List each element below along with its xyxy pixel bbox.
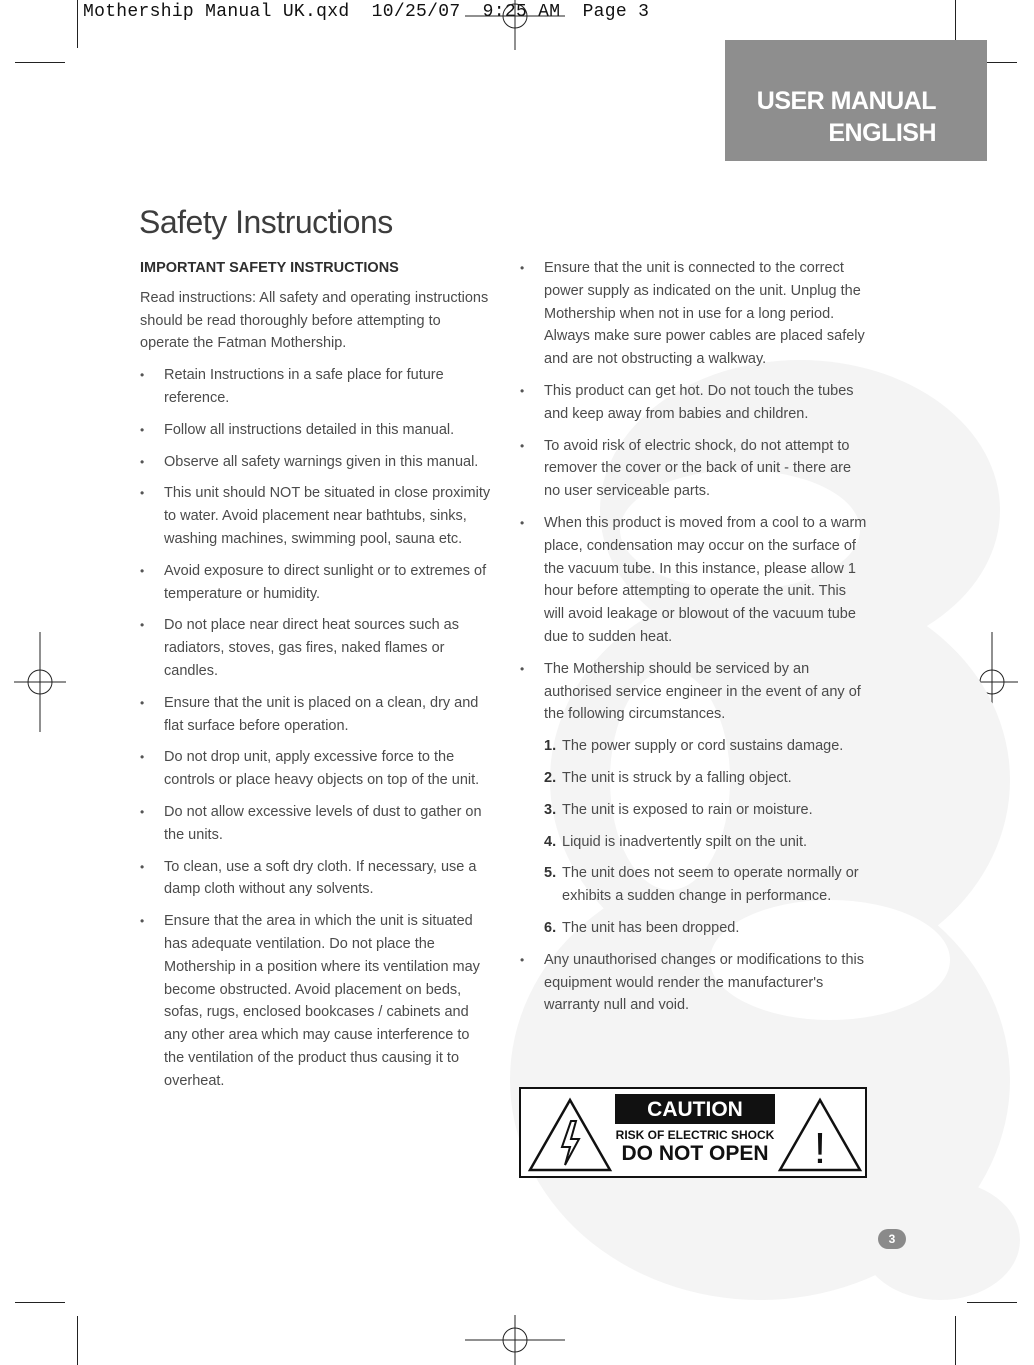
- bullet-item: • To clean, use a soft dry cloth. If necessary, use a damp cloth without any solvents.: [140, 856, 492, 902]
- exclamation-warning-icon: [777, 1097, 863, 1173]
- crop-mark: [15, 1302, 65, 1303]
- item-number: 2.: [544, 769, 557, 786]
- item-text: Liquid is inadvertently spilt on the unit.: [562, 833, 808, 850]
- numbered-item: [520, 767, 870, 790]
- item-text: The unit does not seem to operate normally or exhibits a sudden change in performance.: [562, 865, 859, 905]
- registration-mark-left: [14, 632, 66, 732]
- registration-mark-bottom: [465, 1315, 565, 1365]
- banner-line-2: ENGLISH: [828, 119, 936, 147]
- caution-action: DO NOT OPEN: [621, 1142, 769, 1165]
- bullet-item: • Do not allow excessive levels of dust to gather on the units.: [140, 801, 492, 847]
- item-number: 5.: [544, 865, 557, 882]
- bullet-item: • Ensure that the unit is connected to the correct power supply as indicated on the unit. Unplug the Mothership when not in use for a long period. Always make sure power cables are placed safely and are not obstructing a walkway.: [520, 257, 870, 371]
- language-banner: [725, 40, 987, 161]
- bullet-item: • When this product is moved from a cool to a warm place, condensation may occur on the surface of the vacuum tube. In this instance, please allow 1 hour before attempting to operate the unit. This will avoid leakage or blowout of the vacuum tube due to sudden heat.: [520, 512, 870, 649]
- banner-line-1: USER MANUAL: [756, 87, 936, 115]
- numbered-item: [520, 917, 870, 940]
- page-number-badge: 3: [878, 1229, 906, 1249]
- bullet-item: • Observe all safety warnings given in this manual.: [140, 451, 492, 474]
- lightning-warning-icon: [527, 1097, 613, 1173]
- crop-mark: [77, 0, 78, 48]
- caution-label: [519, 1087, 867, 1178]
- bullet-item: • Do not drop unit, apply excessive force to the controls or place heavy objects on top of the unit.: [140, 746, 492, 792]
- numbered-item: [520, 862, 870, 908]
- bullet-item: • Retain Instructions in a safe place for future reference.: [140, 364, 492, 410]
- exclamation-glyph: !: [813, 1124, 827, 1173]
- bullet-item: • Follow all instructions detailed in this manual.: [140, 419, 492, 442]
- crop-mark: [15, 62, 65, 63]
- bullet-item: • This unit should NOT be situated in close proximity to water. Avoid placement near bathtubs, sinks, washing machines, swimming pool, sauna etc.: [140, 482, 492, 550]
- item-text: The unit is exposed to rain or moisture.: [562, 801, 813, 818]
- item-number: 1.: [544, 738, 557, 755]
- item-text: The unit is struck by a falling object.: [562, 769, 792, 786]
- caution-subtext: RISK OF ELECTRIC SHOCK: [615, 1128, 775, 1142]
- intro-paragraph: Read instructions: All safety and operating instructions should be read thoroughly before attempting to operate the Fatman Mothership.: [140, 289, 489, 352]
- caution-text-block: [615, 1094, 775, 1172]
- numbered-item: [520, 831, 870, 854]
- item-number: 4.: [544, 833, 557, 850]
- crop-mark: [955, 1316, 956, 1365]
- left-column: [140, 257, 492, 1102]
- numbered-item: [520, 735, 870, 758]
- bullet-item: • This product can get hot. Do not touch the tubes and keep away from babies and children.: [520, 380, 870, 426]
- item-text: The unit has been dropped.: [562, 919, 740, 936]
- page-title: Safety Instructions: [139, 204, 393, 240]
- section-heading: IMPORTANT SAFETY INSTRUCTIONS: [140, 260, 399, 276]
- right-column: [520, 257, 870, 1026]
- item-text: The power supply or cord sustains damage.: [562, 738, 844, 755]
- bullet-item: • Avoid exposure to direct sunlight or to extremes of temperature or humidity.: [140, 560, 492, 606]
- crop-mark: [77, 1316, 78, 1365]
- bullet-item: • Ensure that the area in which the unit is situated has adequate ventilation. Do not place the Mothership in a position where its ventilation may become obstructed. Avoid placement on beds, sofas, rugs, enclosed bookcases / cabinets and any other area which may cause interference to the ventilation of the product thus causing it to overheat.: [140, 910, 492, 1092]
- bullet-item: • Any unauthorised changes or modifications to this equipment would render the manufacturer's warranty null and void.: [520, 949, 870, 1017]
- item-number: 3.: [544, 801, 557, 818]
- caution-heading: CAUTION: [615, 1094, 775, 1124]
- numbered-item: [520, 799, 870, 822]
- bullet-item: • To avoid risk of electric shock, do not attempt to remover the cover or the back of unit - there are no user serviceable parts.: [520, 435, 870, 503]
- bullet-item: • The Mothership should be serviced by an authorised service engineer in the event of any of the following circumstances.: [520, 658, 870, 726]
- print-slug: Mothership Manual UK.qxd 10/25/07 9:25 AM Page 3: [83, 2, 650, 22]
- registration-mark-top: [465, 0, 565, 50]
- item-number: 6.: [544, 919, 557, 936]
- bullet-item: • Ensure that the unit is placed on a clean, dry and flat surface before operation.: [140, 692, 492, 738]
- bullet-item: • Do not place near direct heat sources such as radiators, stoves, gas fires, naked flames or candles.: [140, 614, 492, 682]
